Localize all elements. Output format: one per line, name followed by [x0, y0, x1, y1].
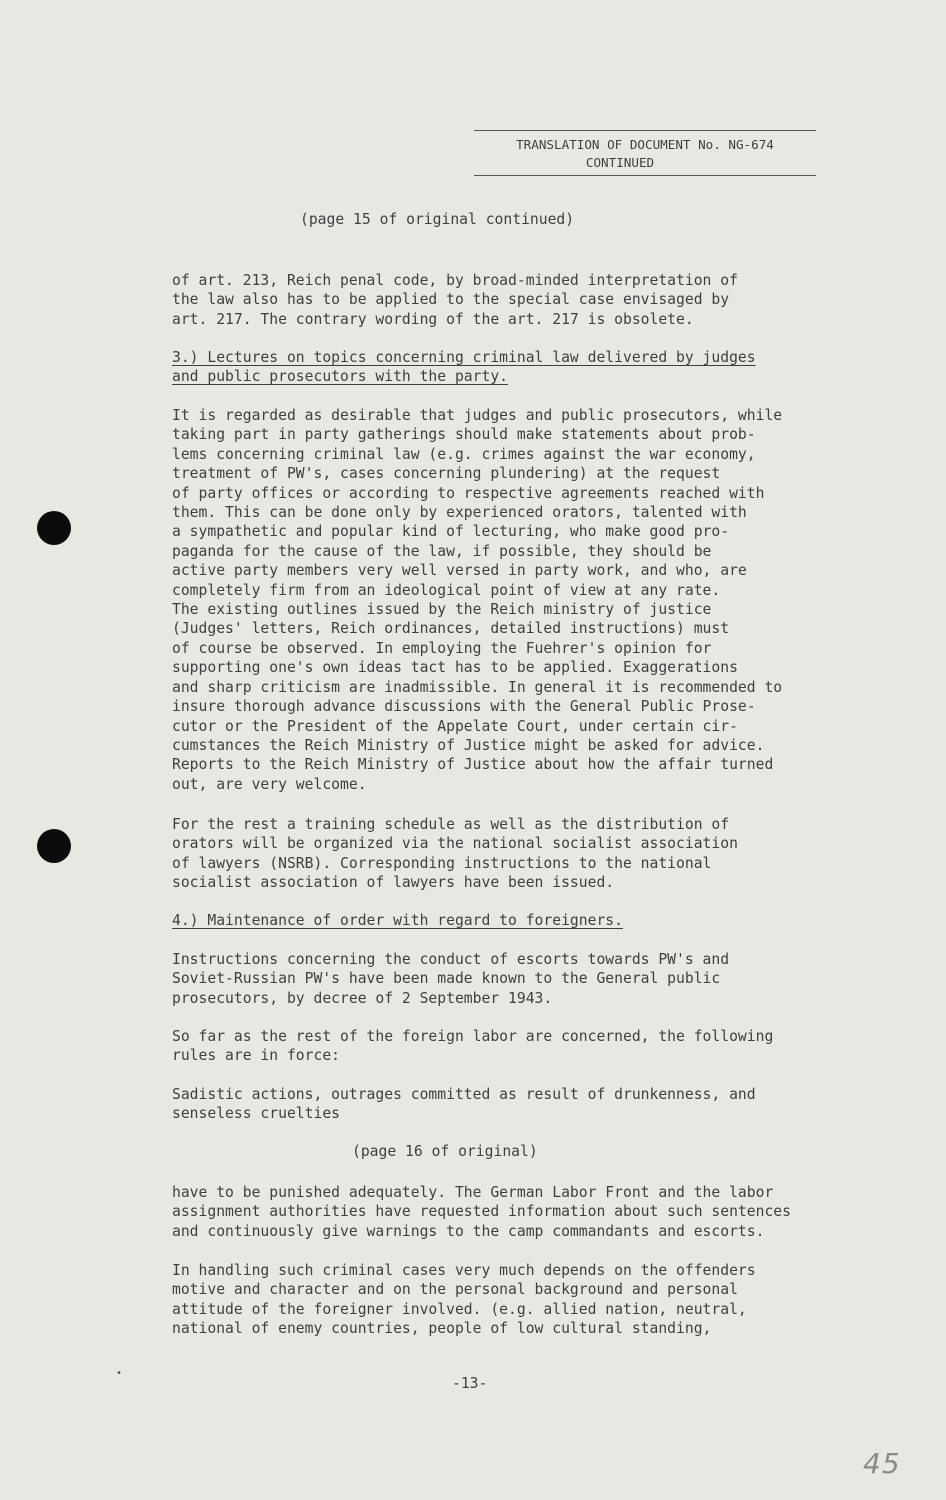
page-note-mid: (page 16 of original)	[352, 1143, 538, 1160]
paragraph-8: In handling such criminal cases very much depends on the offenders motive and character and on the personal background and personal attitude of the foreigner involved. (e.g. allied nation, neutral, national of enemy countries, people of low cultural standing,	[172, 1262, 756, 1338]
handwritten-number: 45	[863, 1447, 901, 1480]
document-header	[474, 130, 816, 176]
header-title: TRANSLATION OF DOCUMENT No. NG-674	[516, 137, 774, 152]
paragraph-1: of art. 213, Reich penal code, by broad-minded interpretation of the law also has to be applied to the special case envisaged by art. 217. The contrary wording of the art. 217 is obsolete.	[172, 272, 738, 328]
paragraph-4: Instructions concerning the conduct of escorts towards PW's and Soviet-Russian PW's have been made known to the General public prosecutors, by decree of 2 September 1943.	[172, 951, 730, 1007]
page-note-top: (page 15 of original continued)	[300, 211, 575, 228]
paragraph-5: So far as the rest of the foreign labor are concerned, the following rules are in force:	[172, 1028, 774, 1065]
punch-hole-top	[37, 511, 71, 545]
paragraph-7: have to be punished adequately. The German Labor Front and the labor assignment authorities have requested information about such sentences and continuously give warnings to the camp commandants and escorts.	[172, 1184, 791, 1240]
ink-speck: •	[116, 1368, 123, 1379]
header-subtitle: CONTINUED	[585, 155, 655, 170]
section-heading-4: 4.) Maintenance of order with regard to foreigners.	[172, 912, 623, 929]
paragraph-6: Sadistic actions, outrages committed as result of drunkenness, and senseless cruelties	[172, 1086, 756, 1123]
page-number: -13-	[452, 1375, 488, 1392]
paragraph-3: For the rest a training schedule as well as the distribution of orators will be organized via the national socialist association of lawyers (NSRB). Corresponding instructions to the national socialist association of lawyers have been issued.	[172, 816, 738, 892]
section-heading-3: 3.) Lectures on topics concerning criminal law delivered by judges and public prosecutors with the party.	[172, 349, 756, 386]
punch-hole-bottom	[37, 829, 71, 863]
paragraph-2: It is regarded as desirable that judges and public prosecutors, while taking part in party gatherings should make statements about prob- lems concerning criminal law (e.g. crimes against the war economy, treatment of PW's, cases concerning plundering) at the request of party offices or according to respective agreements reached with them. This can be done only by experienced orators, talented with a sympathetic and popular kind of lecturing, who make good pro- paganda for the cause of the law, if possible, they should be active party members very well versed in party work, and who, are completely firm from an ideological point of view at any rate. The existing outlines issued by the Reich ministry of justice (Judges' letters, Reich ordinances, detailed instructions) must of course be observed. In employing the Fuehrer's opinion for supporting one's own ideas tact has to be applied. Exaggerations and sharp criticism are inadmissible. In general it is recommended to insure thorough advance discussions with the General Public Prose- cutor or the President of the Appelate Court, under certain cir- cumstances the Reich Ministry of Justice might be asked for advice. Reports to the Reich Ministry of Justice about how the affair turned out, are very welcome.	[172, 407, 783, 793]
